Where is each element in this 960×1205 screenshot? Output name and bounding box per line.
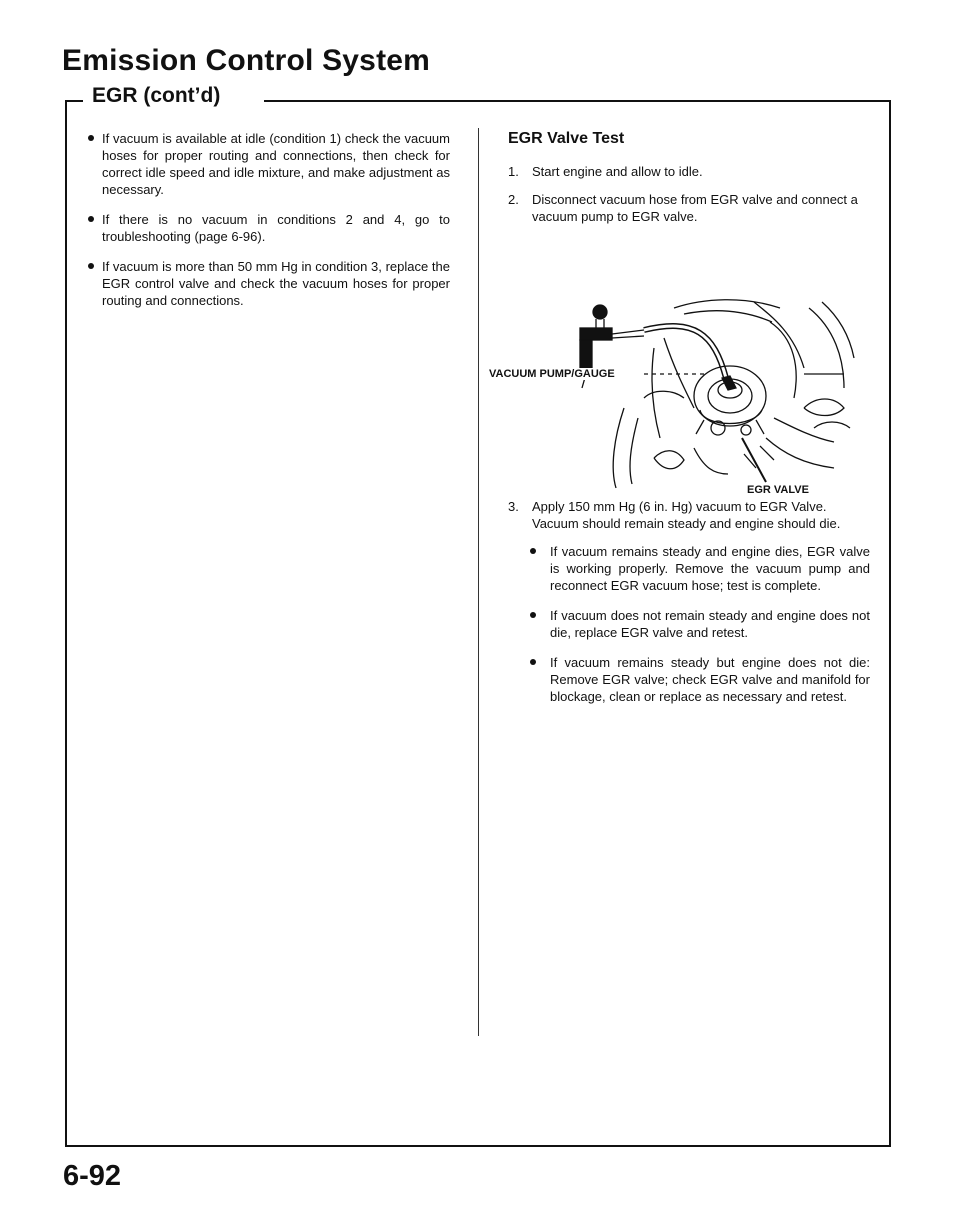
page-number: 6-92 <box>63 1160 122 1192</box>
step-number: 1. <box>508 164 519 179</box>
bullet-text: If vacuum is available at idle (condition 1) check the vacuum hoses for proper routing and connections, then check for correct idle speed and idle mixture, and make adjustment as necessary. <box>102 131 450 197</box>
list-item <box>78 211 450 245</box>
section-title: EGR (cont’d) <box>84 84 228 108</box>
page-title: Emission Control System <box>62 44 431 77</box>
bullet-dot-icon <box>88 263 94 269</box>
bullet-dot-icon <box>88 216 94 222</box>
list-item <box>508 654 870 705</box>
bullet-dot-icon <box>530 659 536 665</box>
egr-valve-label: EGR VALVE <box>747 484 809 496</box>
vacuum-pump-label: VACUUM PUMP/GAUGE <box>489 368 615 380</box>
frame-left-line <box>65 100 67 1147</box>
bullet-text: If vacuum remains steady and engine dies, EGR valve is working properly. Remove the vacuum pump and reconnect EGR vacuum hose; test is complete. <box>550 544 870 593</box>
frame-right-line <box>889 100 891 1147</box>
step-item <box>508 163 870 180</box>
column-divider <box>478 128 479 1036</box>
egr-valve-illustration <box>489 278 864 508</box>
bullet-text: If there is no vacuum in conditions 2 and 4, go to troubleshooting (page 6-96). <box>102 212 450 244</box>
bullet-text: If vacuum remains steady but engine does not die: Remove EGR valve; check EGR valve and manifold for blockage, clean or replace as necessary and retest. <box>550 655 870 704</box>
list-item <box>78 258 450 309</box>
list-item <box>508 543 870 594</box>
step-number: 2. <box>508 192 519 207</box>
step-item <box>508 191 870 225</box>
bullet-text: If vacuum does not remain steady and engine does not die, replace EGR valve and retest. <box>550 608 870 640</box>
list-item <box>508 607 870 641</box>
engine-line-drawing <box>504 278 864 508</box>
list-item <box>78 130 450 198</box>
bullet-text: If vacuum is more than 50 mm Hg in condition 3, replace the EGR control valve and check the vacuum hoses for proper routing and connections. <box>102 259 450 308</box>
bullet-dot-icon <box>530 612 536 618</box>
step-text: Start engine and allow to idle. <box>532 164 703 179</box>
frame-top-left-line <box>65 100 83 102</box>
frame-bottom-line <box>65 1145 891 1147</box>
bullet-dot-icon <box>88 135 94 141</box>
step-number: 3. <box>508 499 519 514</box>
step-text: Disconnect vacuum hose from EGR valve and connect a vacuum pump to EGR valve. <box>532 192 858 224</box>
test-title: EGR Valve Test <box>508 130 625 147</box>
frame-top-line <box>264 100 891 102</box>
bullet-dot-icon <box>530 548 536 554</box>
step-text: Apply 150 mm Hg (6 in. Hg) vacuum to EGR Valve. Vacuum should remain steady and engine should die. <box>532 499 841 531</box>
left-column <box>78 130 450 322</box>
